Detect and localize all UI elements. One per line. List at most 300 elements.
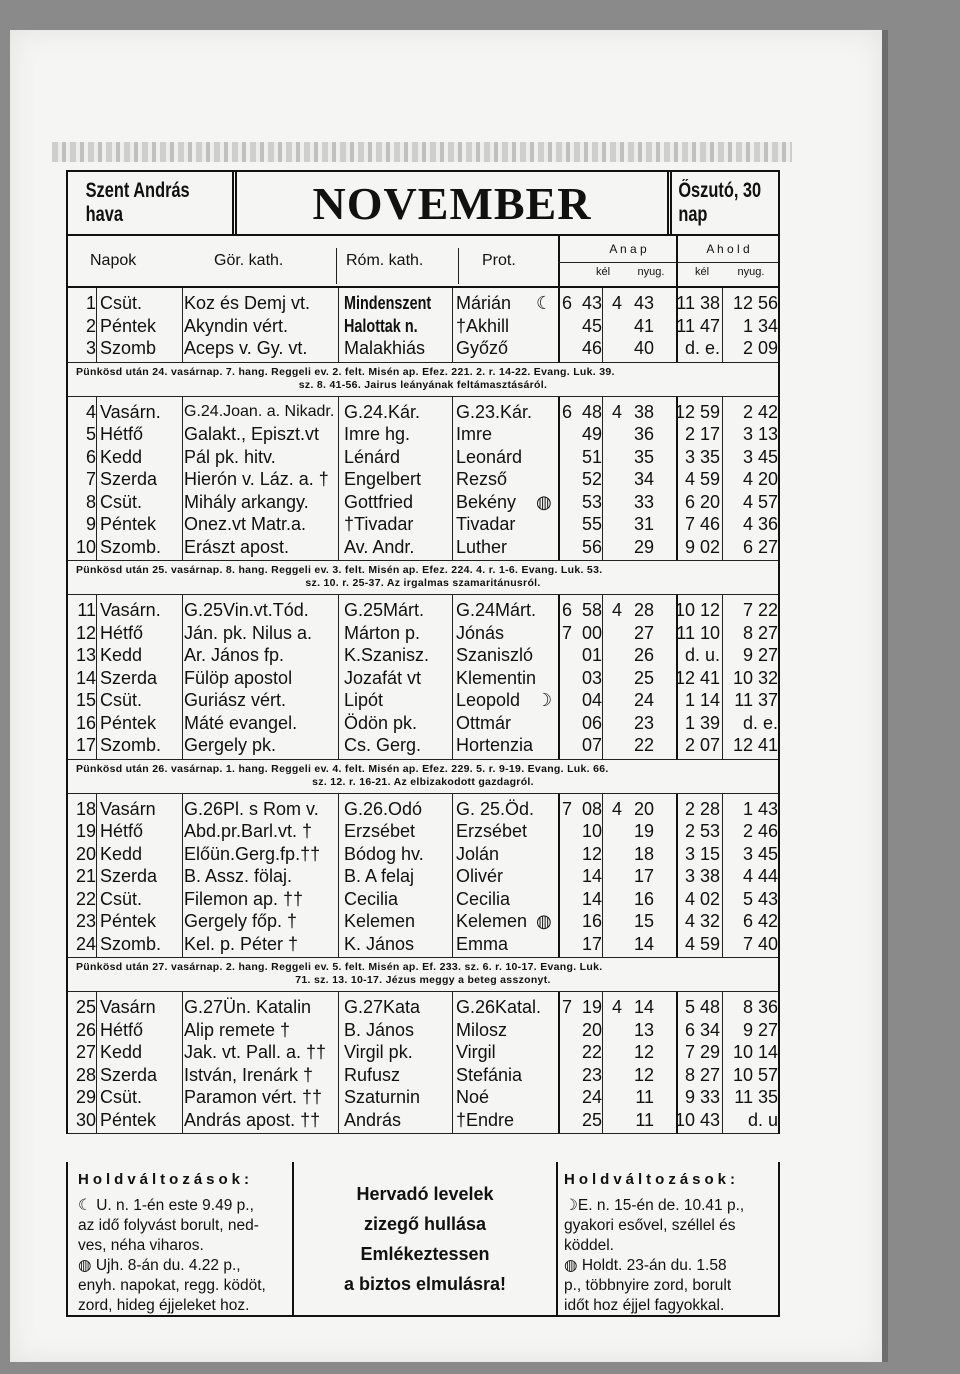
weekday: Kedd — [100, 645, 143, 665]
column-divider — [722, 288, 723, 362]
poem-line: Hervadó levelek — [356, 1183, 494, 1204]
greek-catholic-saint: Mihály arkangy. — [184, 491, 309, 512]
column-divider — [452, 992, 453, 1133]
moonrise: 12 59 — [674, 401, 720, 422]
sunrise-hour: 6 — [561, 401, 572, 422]
protestant-name: Cecilia — [456, 888, 511, 909]
weekday: Kedd — [100, 446, 143, 467]
greek-catholic-saint: István, Irenárk † — [184, 1064, 314, 1085]
roman-catholic-saint: Lénárd — [344, 446, 401, 467]
greek-catholic-saint: Abd.pr.Barl.vt. † — [184, 821, 313, 841]
weekday: Szerda — [100, 1064, 158, 1085]
day-number: 6 — [85, 446, 96, 467]
sunrise-min: 08 — [581, 798, 602, 819]
sunrise-min: 16 — [581, 911, 602, 931]
day-row — [68, 843, 778, 866]
sunrise-min: 10 — [581, 821, 602, 841]
moon-symbol: ◍ — [536, 911, 552, 931]
weekday: Péntek — [100, 712, 157, 733]
sunset-min: 41 — [633, 315, 654, 336]
moonrise: 7 46 — [684, 514, 720, 534]
weekday: Hétfő — [100, 821, 144, 841]
moonset: 3 13 — [742, 424, 778, 444]
moonrise: 10 43 — [674, 1109, 720, 1130]
moonset: 8 27 — [742, 622, 778, 643]
weekday: Vasárn. — [100, 401, 161, 422]
column-divider — [676, 397, 678, 561]
sunset-min: 35 — [633, 446, 654, 467]
weekday: Szerda — [100, 866, 158, 886]
day-row — [68, 1019, 778, 1042]
protestant-name: G.24Márt. — [456, 600, 537, 620]
moonset: 12 56 — [732, 293, 778, 313]
col-nap-nyug: nyug. — [637, 266, 665, 278]
sunrise-hour: 7 — [561, 798, 572, 819]
sunset-min: 14 — [633, 997, 654, 1017]
column-divider — [676, 595, 678, 759]
day-number: 12 — [75, 622, 96, 643]
roman-catholic-saint: Szaturnin — [344, 1087, 421, 1107]
moonrise: 8 27 — [684, 1064, 720, 1085]
sunset-min: 12 — [633, 1064, 654, 1085]
liturgy-note-line2: sz. 8. 41-56. Jairus leányának feltámasztásáról. — [298, 378, 548, 391]
moonrise: 2 28 — [684, 798, 720, 819]
greek-catholic-saint: Filemon ap. †† — [184, 888, 304, 909]
moonset: 2 42 — [742, 401, 778, 422]
weekday: Vasárn — [100, 798, 156, 819]
day-number: 27 — [75, 1042, 96, 1062]
protestant-name: Noé — [456, 1087, 490, 1107]
day-number: 15 — [75, 690, 96, 710]
moonset: 4 57 — [742, 491, 778, 512]
day-number: 21 — [75, 866, 96, 886]
week-block — [68, 794, 778, 959]
sunrise-min: 51 — [581, 446, 602, 467]
moonrise: 1 39 — [684, 712, 720, 733]
roman-catholic-saint: Ödön pk. — [344, 712, 418, 733]
weekday: Péntek — [100, 315, 157, 336]
sunrise-hour: 6 — [561, 293, 572, 313]
protestant-name: Győző — [456, 338, 509, 358]
protestant-name: Jónás — [456, 622, 505, 643]
protestant-name: Luther — [456, 536, 508, 557]
moonrise: d. e. — [684, 338, 720, 358]
roman-catholic-saint: Erzsébet — [344, 821, 416, 841]
column-divider — [96, 397, 97, 561]
weekday: Szerda — [100, 469, 158, 489]
month-title: NOVEMBER — [232, 172, 672, 234]
greek-catholic-saint: Pál pk. hitv. — [184, 446, 276, 467]
day-number: 11 — [77, 600, 96, 620]
greek-catholic-saint: Ar. János fp. — [184, 645, 285, 665]
day-row — [68, 513, 778, 536]
greek-catholic-saint: Ján. pk. Nilus a. — [184, 622, 313, 643]
day-row — [68, 933, 778, 956]
moonset: 9 27 — [742, 1019, 778, 1040]
protestant-name: Virgil — [456, 1042, 496, 1062]
sunset-min: 29 — [633, 536, 654, 557]
moon-phases-left-title: Holdváltozások: — [78, 1171, 254, 1188]
moonrise: 3 38 — [684, 866, 720, 886]
sunrise-hour: 6 — [561, 600, 572, 620]
sunset-hour: 4 — [611, 401, 622, 422]
greek-catholic-saint: Galakt., Episzt.vt — [184, 424, 320, 444]
protestant-name: G.23.Kár. — [456, 401, 533, 422]
moon-phase-line: az idő folyvást borult, ned- — [78, 1217, 259, 1234]
day-row — [68, 1086, 778, 1109]
sunset-min: 33 — [633, 491, 654, 512]
moon-symbol: ☾ — [536, 293, 553, 313]
moon-phase-line: enyh. napokat, regg. ködöt, — [78, 1277, 266, 1294]
day-row — [68, 888, 778, 911]
weekday: Péntek — [100, 514, 157, 534]
scan-background — [0, 0, 960, 30]
day-row — [68, 667, 778, 690]
liturgy-note-line1: Pünkösd után 26. vasárnap. 1. hang. Reggeli ev. 4. felt. Misén ap. Efez. 229. 5. r. 9-19. Evang. Luk. 66. — [76, 762, 609, 775]
column-divider — [558, 288, 560, 362]
roman-catholic-saint: András — [344, 1109, 402, 1130]
column-divider — [182, 397, 183, 561]
column-divider — [96, 288, 97, 362]
greek-catholic-saint: B. Assz. fölaj. — [184, 866, 293, 886]
moon-phase-line: köddel. — [564, 1237, 614, 1254]
col-rom-kath: Róm. kath. — [346, 252, 424, 269]
day-number: 7 — [85, 469, 96, 489]
moonrise: 3 35 — [684, 446, 720, 467]
sunset-min: 22 — [633, 735, 654, 755]
sunrise-min: 24 — [581, 1087, 602, 1107]
day-number: 2 — [85, 315, 96, 336]
liturgy-note-line2: 71. sz. 13. 10-17. Jézus meggy a beteg asszonyt. — [295, 974, 551, 986]
liturgy-note-line2: sz. 10. r. 25-37. Az irgalmas szamaritánusról. — [305, 577, 541, 589]
roman-catholic-saint: Cecilia — [344, 888, 399, 909]
sunrise-min: 56 — [581, 536, 602, 557]
sunrise-min: 58 — [581, 600, 602, 620]
greek-catholic-saint: G.25Vin.vt.Tód. — [184, 600, 309, 620]
moonrise: 2 07 — [684, 735, 720, 755]
weekday: Szomb. — [100, 735, 162, 755]
roman-catholic-saint: Kelemen — [344, 911, 416, 931]
day-number: 24 — [75, 933, 96, 954]
moonrise: 6 34 — [684, 1019, 720, 1040]
greek-catholic-saint: Akyndin vért. — [184, 315, 289, 336]
moonset: 2 46 — [742, 821, 778, 841]
column-divider — [182, 992, 183, 1133]
greek-catholic-saint: G.27Ün. Katalin — [184, 997, 312, 1017]
roman-catholic-saint: K. János — [344, 933, 415, 954]
sunrise-min: 01 — [581, 645, 602, 665]
week-block — [68, 288, 778, 363]
moonrise: 11 10 — [676, 622, 720, 643]
day-row — [68, 468, 778, 491]
protestant-name: †Akhill — [456, 315, 510, 336]
protestant-name: Milosz — [456, 1019, 508, 1040]
moon-phase-line: gyakori esővel, széllel és — [564, 1217, 736, 1234]
sunset-hour: 4 — [611, 600, 622, 620]
moonrise: 9 33 — [684, 1087, 720, 1107]
sunrise-min: 04 — [581, 690, 602, 710]
moonrise: 2 17 — [684, 424, 720, 444]
day-number: 9 — [85, 514, 96, 534]
sunset-min: 12 — [633, 1042, 654, 1062]
column-divider — [722, 794, 723, 958]
day-row — [68, 644, 778, 667]
greek-catholic-saint: Kel. p. Péter † — [184, 933, 299, 954]
month-old-name: Szent András hava — [85, 179, 190, 226]
sunrise-min: 03 — [581, 667, 602, 688]
sunrise-min: 46 — [581, 338, 602, 358]
sunrise-min: 55 — [581, 514, 602, 534]
day-row — [68, 292, 778, 315]
moonrise: 5 48 — [684, 997, 720, 1017]
day-row — [68, 446, 778, 469]
protestant-name: Olivér — [456, 866, 504, 886]
moon-phase-line: ves, néha viharos. — [78, 1237, 204, 1254]
day-row — [68, 734, 778, 757]
roman-catholic-saint: Bódog hv. — [344, 843, 424, 864]
day-row — [68, 315, 778, 338]
sunset-min: 23 — [633, 712, 654, 733]
moon-phase-line: zord, hideg éjjeleket hoz. — [78, 1297, 250, 1314]
roman-catholic-saint: Gottfried — [344, 491, 414, 512]
column-divider — [96, 992, 97, 1133]
moon-phases-left — [68, 1162, 292, 1315]
protestant-name: G.26Katal. — [456, 997, 542, 1017]
roman-catholic-saint: Rufusz — [344, 1064, 401, 1085]
day-number: 3 — [85, 338, 96, 358]
column-divider — [452, 595, 453, 759]
moon-phase-line: ◍ Holdt. 23-án du. 1.58 — [564, 1257, 727, 1274]
day-number: 28 — [75, 1064, 96, 1085]
column-divider — [338, 992, 339, 1133]
column-divider — [558, 992, 560, 1133]
protestant-name: Hortenzia — [456, 735, 534, 755]
greek-catholic-saint: Erászt apost. — [184, 536, 290, 557]
roman-catholic-saint: Lipót — [344, 690, 384, 710]
weekday: Vasárn. — [100, 600, 161, 620]
sunrise-min: 07 — [581, 735, 602, 755]
roman-catholic-saint: Engelbert — [344, 469, 422, 489]
column-divider — [602, 288, 603, 362]
column-divider — [558, 397, 560, 561]
sunset-min: 19 — [633, 821, 654, 841]
day-number: 30 — [75, 1109, 96, 1130]
protestant-name: Kelemen — [456, 911, 528, 931]
moonrise: 1 14 — [684, 690, 720, 710]
moonrise: 11 47 — [676, 315, 720, 336]
day-number: 1 — [85, 293, 96, 313]
protestant-name: †Endre — [456, 1109, 515, 1130]
sunrise-min: 00 — [581, 622, 602, 643]
day-row — [68, 712, 778, 735]
sunset-hour: 4 — [611, 798, 622, 819]
col-nap: A n a p — [609, 242, 647, 256]
protestant-name: G. 25.Öd. — [456, 798, 535, 819]
weekday: Szerda — [100, 667, 158, 688]
moonrise: 4 02 — [684, 888, 720, 909]
sunrise-min: 25 — [581, 1109, 602, 1130]
sunrise-min: 12 — [581, 843, 602, 864]
sunrise-min: 22 — [581, 1042, 602, 1062]
moon-phase-line: ☾ U. n. 1-én este 9.49 p., — [78, 1197, 254, 1214]
moonrise: 4 32 — [684, 911, 720, 931]
day-number: 4 — [85, 401, 96, 422]
moonset: 1 43 — [742, 798, 778, 819]
roman-catholic-saint: Cs. Gerg. — [344, 735, 422, 755]
sunset-min: 15 — [633, 911, 654, 931]
greek-catholic-saint: Gergely főp. † — [184, 911, 298, 931]
roman-catholic-saint: B. A felaj — [344, 866, 415, 886]
column-divider — [182, 794, 183, 958]
sunrise-hour: 7 — [561, 997, 572, 1017]
day-number: 13 — [75, 645, 96, 665]
protestant-name: Imre — [456, 424, 492, 444]
poem-line: a biztos elmulásra! — [343, 1273, 507, 1294]
column-divider — [722, 595, 723, 759]
column-divider — [558, 794, 560, 958]
moon-symbol: ◍ — [536, 491, 552, 512]
moonset: 6 27 — [742, 536, 778, 557]
moon-phase-line: ☽E. n. 15-én de. 10.41 p., — [564, 1197, 745, 1214]
moonset: 8 36 — [742, 997, 778, 1017]
protestant-name: Tivadar — [456, 514, 516, 534]
day-number: 20 — [75, 843, 96, 864]
month-header — [66, 170, 780, 236]
column-divider — [182, 288, 183, 362]
moon-symbol: ☽ — [536, 690, 553, 710]
protestant-name: Klementin — [456, 667, 537, 688]
greek-catholic-saint: Guriász vért. — [184, 690, 287, 710]
column-divider — [676, 992, 678, 1133]
roman-catholic-saint: Virgil pk. — [344, 1042, 413, 1062]
day-row — [68, 798, 778, 821]
liturgy-note — [68, 363, 778, 397]
sunrise-min: 43 — [581, 293, 602, 313]
column-divider — [602, 595, 603, 759]
liturgy-note — [68, 760, 778, 794]
greek-catholic-saint: Onez.vt Matr.a. — [184, 514, 307, 534]
moonrise: 3 15 — [684, 843, 720, 864]
day-number: 16 — [75, 712, 96, 733]
day-number: 22 — [75, 888, 96, 909]
day-number: 29 — [75, 1087, 96, 1107]
protestant-name: Jolán — [456, 843, 500, 864]
sunset-min: 14 — [633, 933, 654, 954]
sunrise-min: 19 — [581, 997, 602, 1017]
protestant-name: Leopold — [456, 690, 521, 710]
moonset: 10 14 — [732, 1042, 778, 1062]
month-season-days: Őszutó, 30 nap — [678, 179, 762, 226]
column-divider — [558, 595, 560, 759]
moonrise: d. u. — [684, 645, 720, 665]
protestant-name: Ottmár — [456, 712, 512, 733]
sunset-min: 25 — [633, 667, 654, 688]
poem-line: Emlékeztessen — [360, 1243, 490, 1264]
moonset: 11 37 — [734, 690, 778, 710]
moonset: 1 34 — [742, 315, 778, 336]
moon-phase-line: ◍ Ujh. 8-án du. 4.22 p., — [78, 1257, 241, 1274]
moonset: 7 22 — [742, 600, 778, 620]
weekday: Csüt. — [100, 293, 143, 313]
moonrise: 12 41 — [674, 667, 720, 688]
roman-catholic-saint: Mindenszent — [344, 293, 432, 313]
liturgy-note-line2: sz. 12. r. 16-21. Az elbizakodott gazdagról. — [312, 775, 534, 788]
weekday: Csüt. — [100, 1087, 143, 1107]
day-row — [68, 622, 778, 645]
sunset-min: 27 — [633, 622, 654, 643]
sunset-min: 24 — [633, 690, 654, 710]
column-divider — [96, 794, 97, 958]
day-row — [68, 996, 778, 1019]
sunrise-min: 17 — [581, 933, 602, 954]
weekday: Csüt. — [100, 888, 143, 909]
weekday: Péntek — [100, 911, 157, 931]
moonset: 7 40 — [742, 933, 778, 954]
day-row — [68, 599, 778, 622]
day-number: 8 — [85, 491, 96, 512]
moonset: 11 35 — [734, 1087, 778, 1107]
column-divider — [722, 992, 723, 1133]
day-number: 26 — [75, 1019, 96, 1040]
col-gor-kath: Gör. kath. — [214, 252, 284, 269]
greek-catholic-saint: G.24.Joan. a. Nikadr. — [184, 402, 335, 420]
poem-line: zizegő hullása — [363, 1213, 487, 1234]
weekday: Vasárn — [100, 997, 156, 1017]
day-row — [68, 1041, 778, 1064]
sunset-min: 34 — [633, 469, 654, 489]
greek-catholic-saint: Hierón v. Láz. a. † — [184, 469, 329, 489]
column-divider — [452, 288, 453, 362]
weekday: Kedd — [100, 843, 143, 864]
column-divider — [452, 397, 453, 561]
moonset: 4 44 — [742, 866, 778, 886]
moonset: d. u — [747, 1109, 778, 1130]
moonset: 4 36 — [742, 514, 778, 534]
sunset-min: 20 — [633, 798, 654, 819]
weekday: Szomb. — [100, 933, 162, 954]
sunset-min: 36 — [633, 424, 654, 444]
protestant-name: Rezső — [456, 469, 508, 489]
col-hold-kel: kél — [694, 266, 710, 278]
column-divider — [338, 397, 339, 561]
sunrise-hour: 7 — [561, 622, 572, 643]
greek-catholic-saint: Máté evangel. — [184, 712, 298, 733]
sunrise-min: 48 — [581, 401, 602, 422]
moonrise: 11 38 — [676, 293, 720, 313]
day-row — [68, 423, 778, 446]
sunset-min: 43 — [633, 293, 654, 313]
roman-catholic-saint: K.Szanisz. — [344, 645, 430, 665]
day-row — [68, 337, 778, 360]
column-divider — [602, 794, 603, 958]
column-divider — [338, 288, 339, 362]
protestant-name: Emma — [456, 933, 509, 954]
column-divider — [722, 397, 723, 561]
column-divider — [602, 397, 603, 561]
sunrise-min: 53 — [581, 491, 602, 512]
protestant-name: Szaniszló — [456, 645, 534, 665]
moon-phase-line: időt hoz éjjel fagyokkal. — [564, 1297, 725, 1314]
weekday: Szomb. — [100, 536, 162, 557]
greek-catholic-saint: G.26Pl. s Rom v. — [184, 798, 319, 819]
sunrise-min: 49 — [581, 424, 602, 444]
weekday: Péntek — [100, 1109, 157, 1130]
col-nap-kel: kél — [595, 266, 611, 278]
moonset: 10 32 — [732, 667, 778, 688]
sunset-min: 26 — [633, 645, 654, 665]
moonset: 10 57 — [732, 1064, 778, 1085]
sunrise-min: 20 — [581, 1019, 602, 1040]
